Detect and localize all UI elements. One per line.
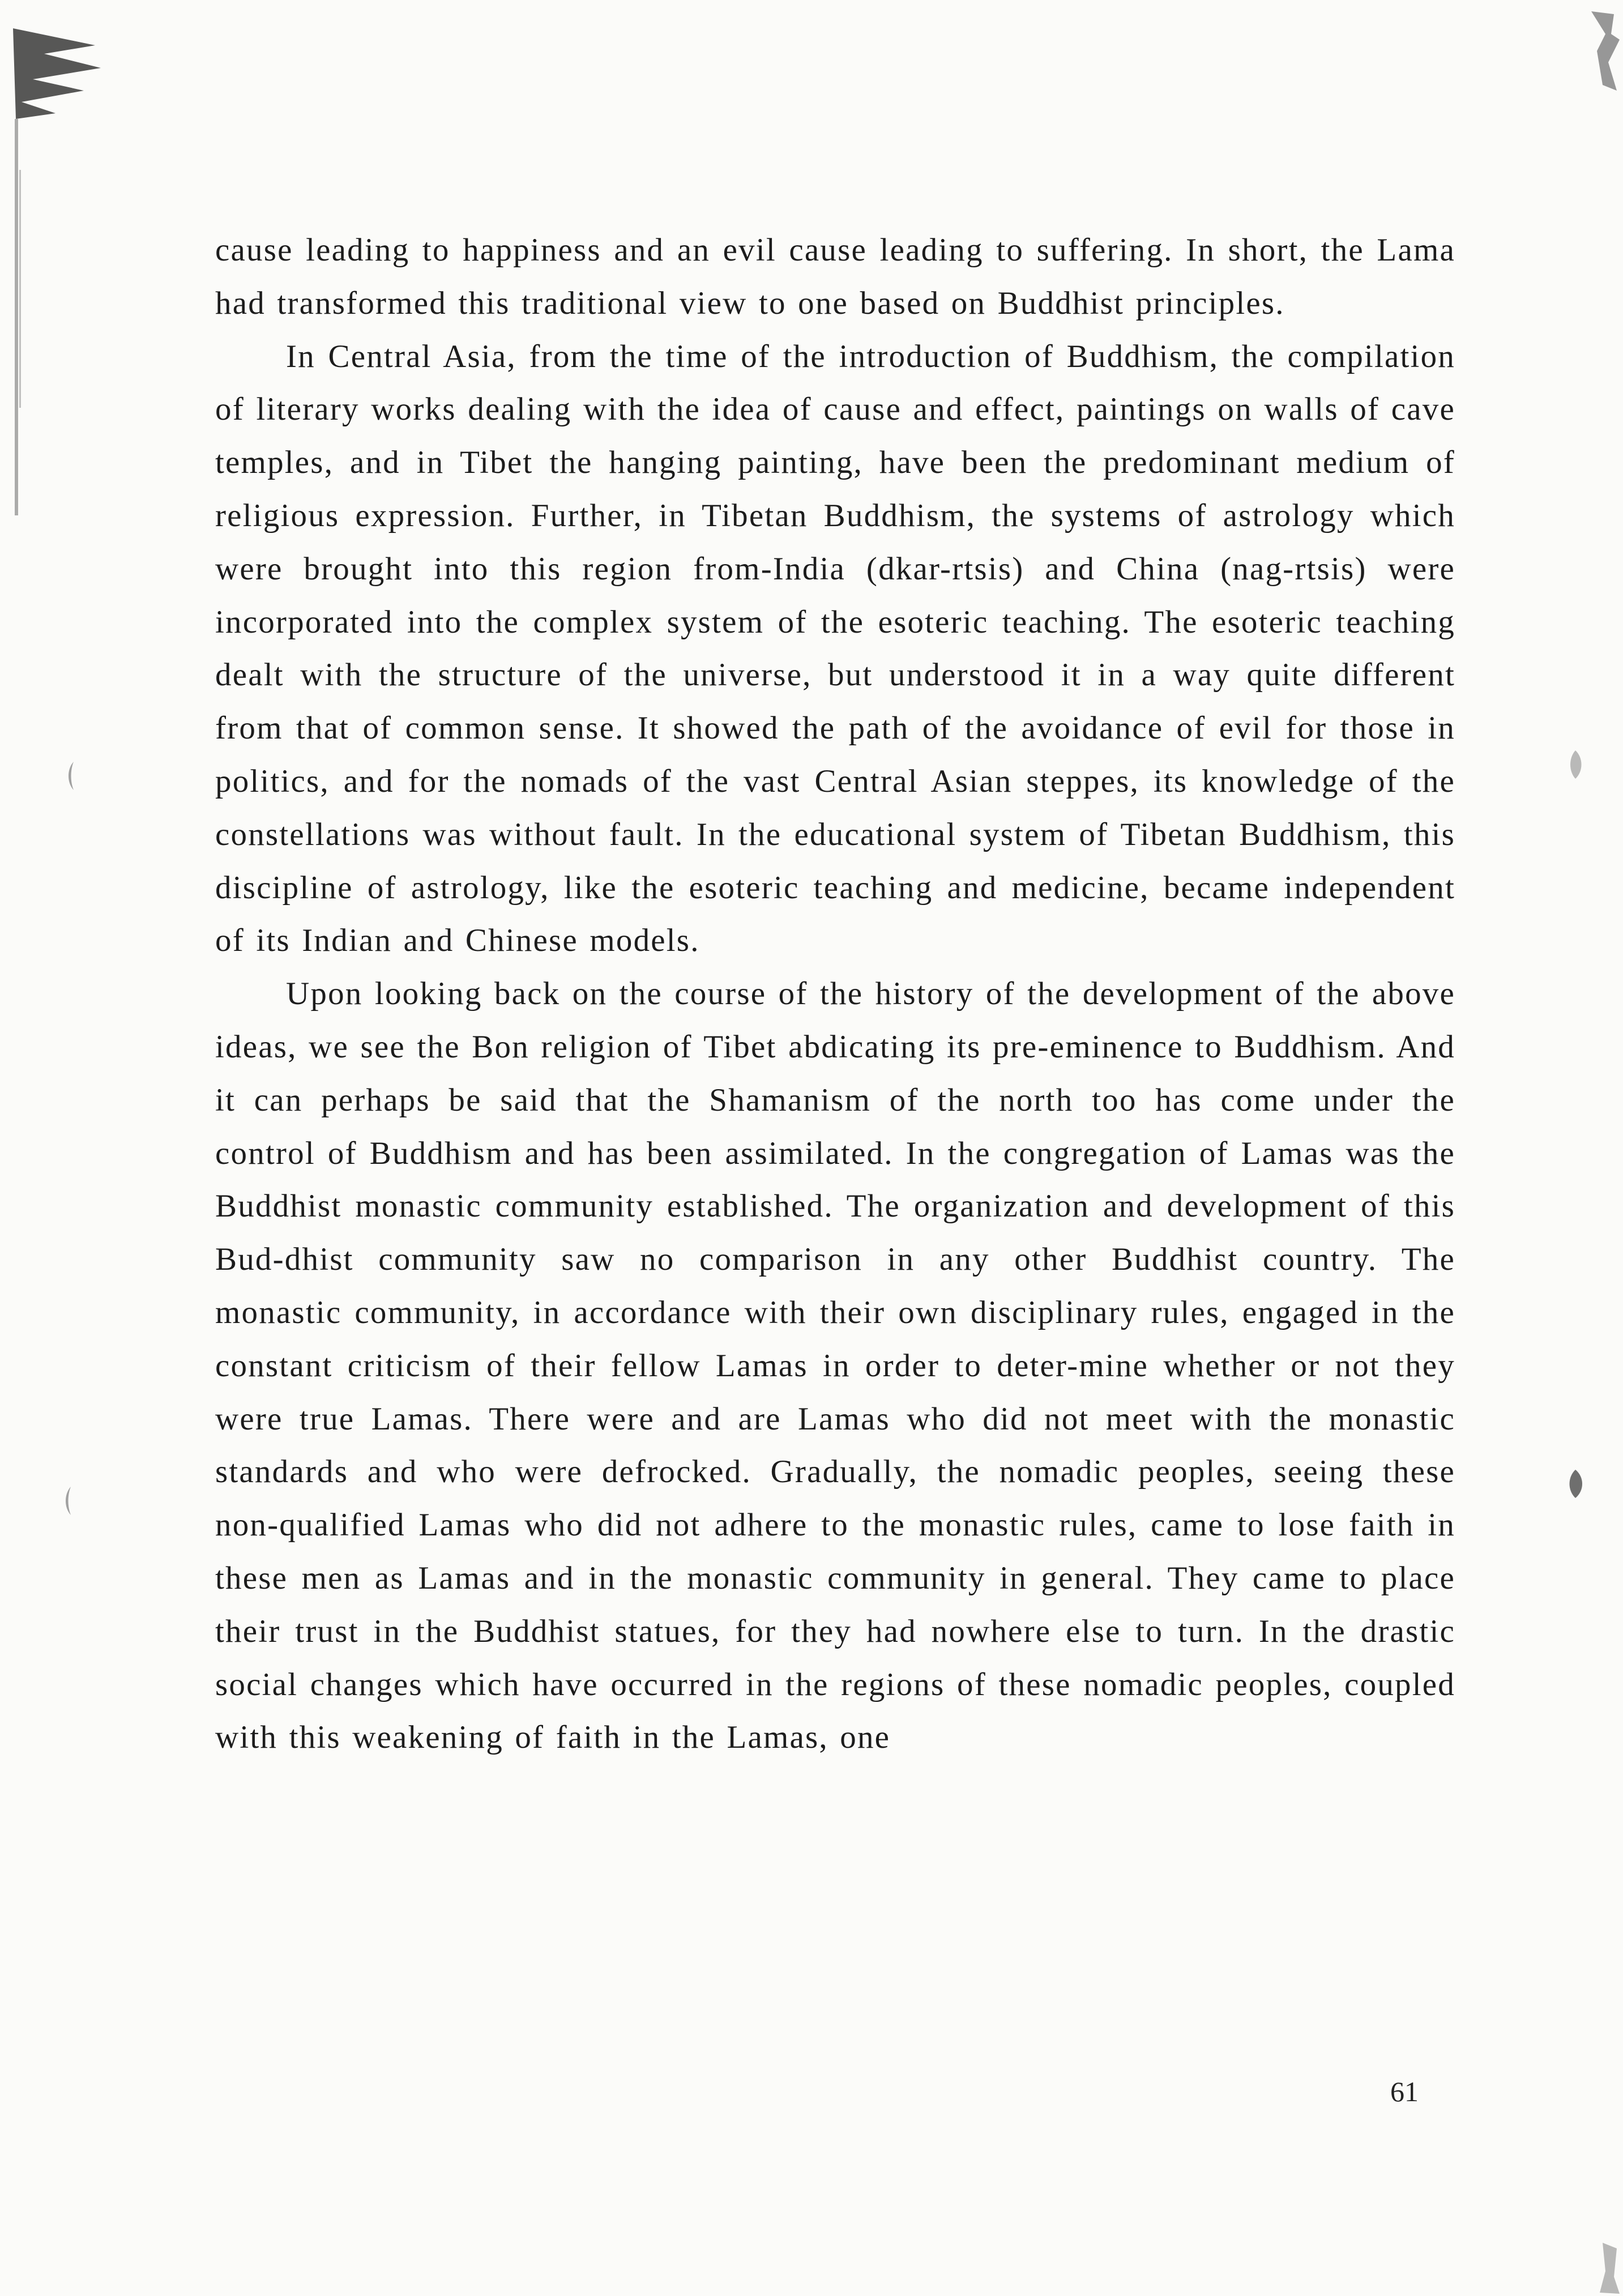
binding-hole-mark: [1563, 748, 1586, 782]
scan-edge-mark-bottom: [1586, 2163, 1623, 2296]
body-text: [215, 224, 1455, 1764]
page-number: 61: [1390, 2076, 1419, 2107]
binding-hole-mark: [1563, 1467, 1586, 1501]
paragraph-3: Upon looking back on the course of the history of the development of the above ideas, we see the Bon religion of Tibet abdicating its pre-eminence to Buddhism. And it can perhaps be said that the Shamanism of the north too has come under the control of Buddhism and has been assimilated. In the congregation of Lamas was the Buddhist monastic community established. The organization and development of this Bud-dhist community saw no comparison in any other Buddhist country. The monastic community, in accordance with their own disciplinary rules, engaged in the constant criticism of their fellow Lamas in order to deter-mine whether or not they were true Lamas. There were and are Lamas who did not meet with the monastic standards and who were defrocked. Gradually, the nomadic peoples, seeing these non-qualified Lamas who did not adhere to the monastic rules, came to lose faith in these men as Lamas and in the monastic community in general. They came to place their trust in the Buddhist statues, for they had nowhere else to turn. In the drastic social changes which have occurred in the regions of these nomadic peoples, coupled with this weakening of faith in the Lamas, one: [215, 976, 1455, 1756]
paragraph-1: cause leading to happiness and an evil cause leading to suffering. In short, the Lama had transformed this traditional view to one based on Buddhist principles.: [215, 232, 1455, 321]
scan-edge-mark-right: [1580, 0, 1623, 102]
binding-hole-mark: [62, 759, 85, 793]
paragraph-2: In Central Asia, from the time of the introduction of Buddhism, the compilation of literary works dealing with the idea of cause and effect, paintings on walls of cave temples, and in Tibet the hanging painting, have been the predominant medium of religious expression. Further, in Tibetan Buddhism, the systems of astrology which were brought into this region from-India (dkar-rtsis) and China (nag-rtsis) were incorporated into the complex system of the esoteric teaching. The esoteric teaching dealt with the structure of the universe, but understood it in a way quite different from that of common sense. It showed the path of the avoidance of evil for those in politics, and for the nomads of the vast Central Asian steppes, its knowledge of the constellations was without fault. In the educational system of Tibetan Buddhism, this discipline of astrology, like the esoteric teaching and medicine, became independent of its Indian and Chinese models.: [215, 338, 1455, 959]
scan-edge-mark-left: [10, 23, 123, 532]
binding-hole-mark: [59, 1484, 82, 1518]
